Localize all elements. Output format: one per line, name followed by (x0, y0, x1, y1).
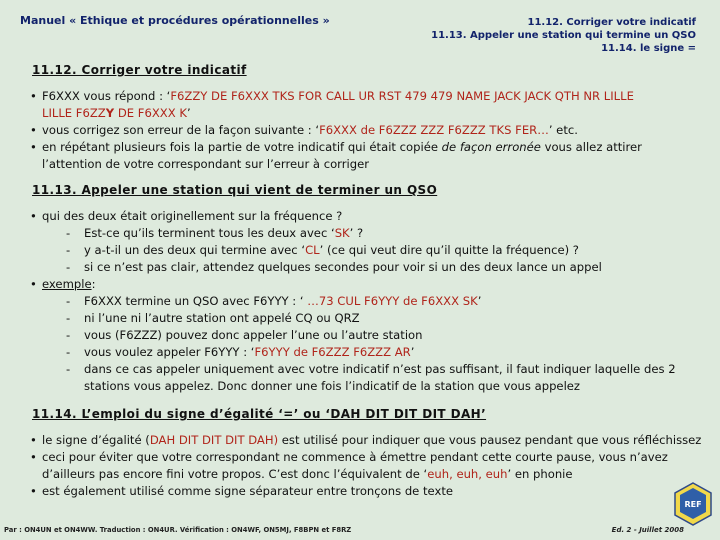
section-title-11-14: 11.14. L’emploi du signe d’égalité ‘=’ ou ‘DAH DIT DIT DIT DAH’ (32, 407, 487, 421)
header-item: 11.12. Corriger votre indicatif (527, 17, 696, 28)
header-manual-title: Manuel « Ethique et procédures opérationnelles » (20, 14, 330, 27)
bullet-item: • F6XXX vous répond : ‘F6ZZY DE F6XXX TKS FOR CALL UR RST 479 479 NAME JACK JACK QTH NR LILLE LILLE F6ZZY DE F6XXX K’ (28, 88, 702, 122)
section-body-11-14 (28, 432, 702, 500)
bullet-item: • est également utilisé comme signe séparateur entre tronçons de texte (28, 483, 702, 500)
logo-text: REF (684, 500, 702, 509)
footer-credits: Par : ON4UN et ON4WW. Traduction : ON4UR. Vérification : ON4WF, ON5MJ, F8BPN et F8RZ (4, 526, 352, 534)
dash-item: - y a-t-il un des deux qui termine avec ‘CL’ (ce qui veut dire qu’il quitte la fréquence) ? (28, 242, 702, 259)
header-item: 11.13. Appeler une station qui termine un QSO (431, 30, 696, 41)
dash-item: - vous voulez appeler F6YYY : ‘F6YYY de F6ZZZ F6ZZZ AR’ (28, 344, 702, 361)
section-title-11-13: 11.13. Appeler une station qui vient de terminer un QSO (32, 183, 438, 197)
dash-item: - Est-ce qu’ils terminent tous les deux avec ‘SK’ ? (28, 225, 702, 242)
dash-item: - si ce n’est pas clair, attendez quelques secondes pour voir si un des deux lance un appel (28, 259, 702, 276)
section-body-11-12 (28, 88, 702, 173)
footer-edition: Ed. 2 - Juillet 2008 (611, 526, 684, 534)
ref-logo-icon (674, 482, 712, 526)
dash-item: - dans ce cas appeler uniquement avec votre indicatif n’est pas suffisant, il faut indiquer laquelle des 2 stations vous appelez. Donc donner une fois l’indicatif de la station que vous appelez (28, 361, 702, 395)
bullet-item: • le signe d’égalité (DAH DIT DIT DIT DAH) est utilisé pour indiquer que vous pausez pendant que vous réfléchissez (28, 432, 702, 449)
header-item: 11.14. le signe = (601, 43, 696, 54)
bullet-item: • en répétant plusieurs fois la partie de votre indicatif qui était copiée de façon erronée vous allez attirer l’attention de votre correspondant sur l’erreur à corriger (28, 139, 702, 173)
bullet-item: • qui des deux était originellement sur la fréquence ? (28, 208, 702, 225)
dash-item: - ni l’une ni l’autre station ont appelé CQ ou QRZ (28, 310, 702, 327)
bullet-item: • ceci pour éviter que votre correspondant ne commence à émettre pendant cette courte pause, vous n’avez d’ailleurs pas encore fini votre propos. C’est donc l’équivalent de ‘euh, euh, euh’ en phonie (28, 449, 702, 483)
bullet-item: • vous corrigez son erreur de la façon suivante : ‘F6XXX de F6ZZZ ZZZ F6ZZZ TKS FER…’ etc. (28, 122, 702, 139)
section-title-11-12: 11.12. Corriger votre indicatif (32, 63, 247, 77)
section-body-11-13 (28, 208, 702, 395)
bullet-item: • exemple: (28, 276, 702, 293)
dash-item: - vous (F6ZZZ) pouvez donc appeler l’une ou l’autre station (28, 327, 702, 344)
header-section-list (396, 16, 696, 55)
dash-item: - F6XXX termine un QSO avec F6YYY : ‘ …73 CUL F6YYY de F6XXX SK’ (28, 293, 702, 310)
